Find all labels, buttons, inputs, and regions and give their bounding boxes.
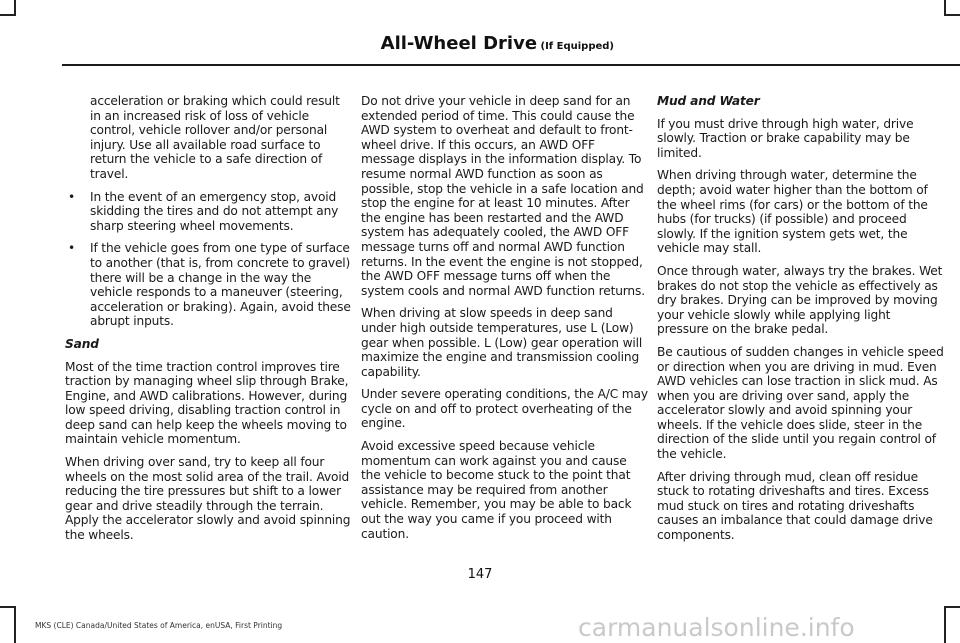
page-header-title [0, 33, 614, 54]
bullet-item [65, 190, 353, 234]
paragraph: Once through water, always try the brakes. Wet brakes do not stop the vehicle as effectively as dry brakes. Drying can be improved by moving your vehicle slowly while applying light pressure on the brake pedal. [657, 263, 943, 337]
header-title-text: All-Wheel Drive [380, 33, 538, 54]
bullet-glyph: • [68, 189, 76, 204]
bullet-text: In the event of an emergency stop, avoid skidding the tires and do not attempt any sharp steering wheel movements. [90, 189, 339, 233]
crop-mark-bottom-right [946, 606, 960, 608]
paragraph: Avoid excessive speed because vehicle momentum can work against you and cause the vehicle to become stuck to the point that assistance may be required from another vehicle. Remember, you may be able to back out the way you came if you proceed with caution. [361, 439, 632, 541]
paragraph: When driving over sand, try to keep all four wheels on the most solid area of the trail. Avoid reducing the tire pressures but shift to a lower gear and drive steadily through the terrain. Apply the accelerator slowly and avoid spinning the wheels. [65, 455, 351, 543]
paragraph: Under severe operating conditions, the A/C may cycle on and off to protect overheating of the engine. [361, 387, 648, 431]
footer-printing-info: MKS (CLE) Canada/United States of America, enUSA, First Printing [35, 621, 283, 630]
bullet-item [65, 241, 353, 329]
section-heading-mud-water: Mud and Water [657, 94, 760, 108]
column-1 [65, 94, 353, 551]
bullet-glyph: • [68, 241, 76, 256]
paragraph: When driving through water, determine the depth; avoid water higher than the bottom of the wheel rims (for cars) or the bottom of the hubs (for trucks) (if possible) and proceed slowly. If the ignition system gets wet, the vehicle may stall. [657, 168, 928, 256]
crop-mark-bottom-right-vertical [944, 606, 946, 643]
header-rule [62, 64, 960, 66]
column-3 [657, 94, 945, 551]
paragraph: Be cautious of sudden changes in vehicle speed or direction when you are driving in mud. Even AWD vehicles can lose traction in slick mud. As when you are driving over sand, apply the accelerator slowly and avoid spinning your wheels. If the vehicle does slide, steer in the direction of the slide until you regain control of the vehicle. [657, 344, 944, 462]
paragraph: When driving at slow speeds in deep sand under high outside temperatures, use L (Low) gear when possible. L (Low) gear operation will maximize the engine and transmission cooling capability. [361, 306, 643, 379]
section-heading-sand: Sand [65, 336, 99, 351]
column-2 [361, 94, 649, 549]
page-number: 147 [467, 567, 493, 582]
watermark: carmanualsonline.info [578, 613, 855, 642]
header-title-suffix: (If Equipped) [537, 41, 614, 52]
crop-mark-top-left [0, 14, 14, 16]
bullet-text: If the vehicle goes from one type of surface to another (that is, from concrete to gravel) there will be a change in the way the vehicle responds to a maneuver (steering, acceleration or braking). Again, avoid these abrupt inputs. [90, 241, 351, 329]
continued-paragraph: acceleration or braking which could result in an increased risk of loss of vehicle control, vehicle rollover and/or personal injury. Use all available road surface to return the vehicle to a safe direction of travel. [90, 94, 340, 181]
crop-mark-bottom-left [0, 606, 14, 608]
crop-mark-top-left-vertical [14, 0, 16, 16]
crop-mark-bottom-left-vertical [14, 606, 16, 643]
crop-mark-top-right-vertical [944, 0, 946, 16]
crop-mark-top-right [946, 14, 960, 16]
paragraph: If you must drive through high water, drive slowly. Traction or brake capability may be limited. [657, 116, 914, 160]
paragraph: Do not drive your vehicle in deep sand for an extended period of time. This could cause the AWD system to overheat and default to front-wheel drive. If this occurs, an AWD OFF message displays in the information display. To resume normal AWD function as soon as possible, stop the vehicle in a safe location and stop the engine for at least 10 minutes. After the engine has been restarted and the AWD system has adequately cooled, the AWD OFF message turns off and normal AWD function returns. In the event the engine is not stopped, the AWD OFF message turns off when the system cools and normal AWD function returns. [361, 94, 645, 298]
paragraph: Most of the time traction control improves tire traction by managing wheel slip through Brake, Engine, and AWD calibrations. However, during low speed driving, disabling traction control in deep sand can help keep the wheels moving to maintain vehicle momentum. [65, 359, 349, 447]
paragraph: After driving through mud, clean off residue stuck to rotating driveshafts and tires. Excess mud stuck on tires and rotating driveshafts causes an imbalance that could damage drive components. [657, 469, 933, 543]
bullet-list [65, 190, 353, 329]
